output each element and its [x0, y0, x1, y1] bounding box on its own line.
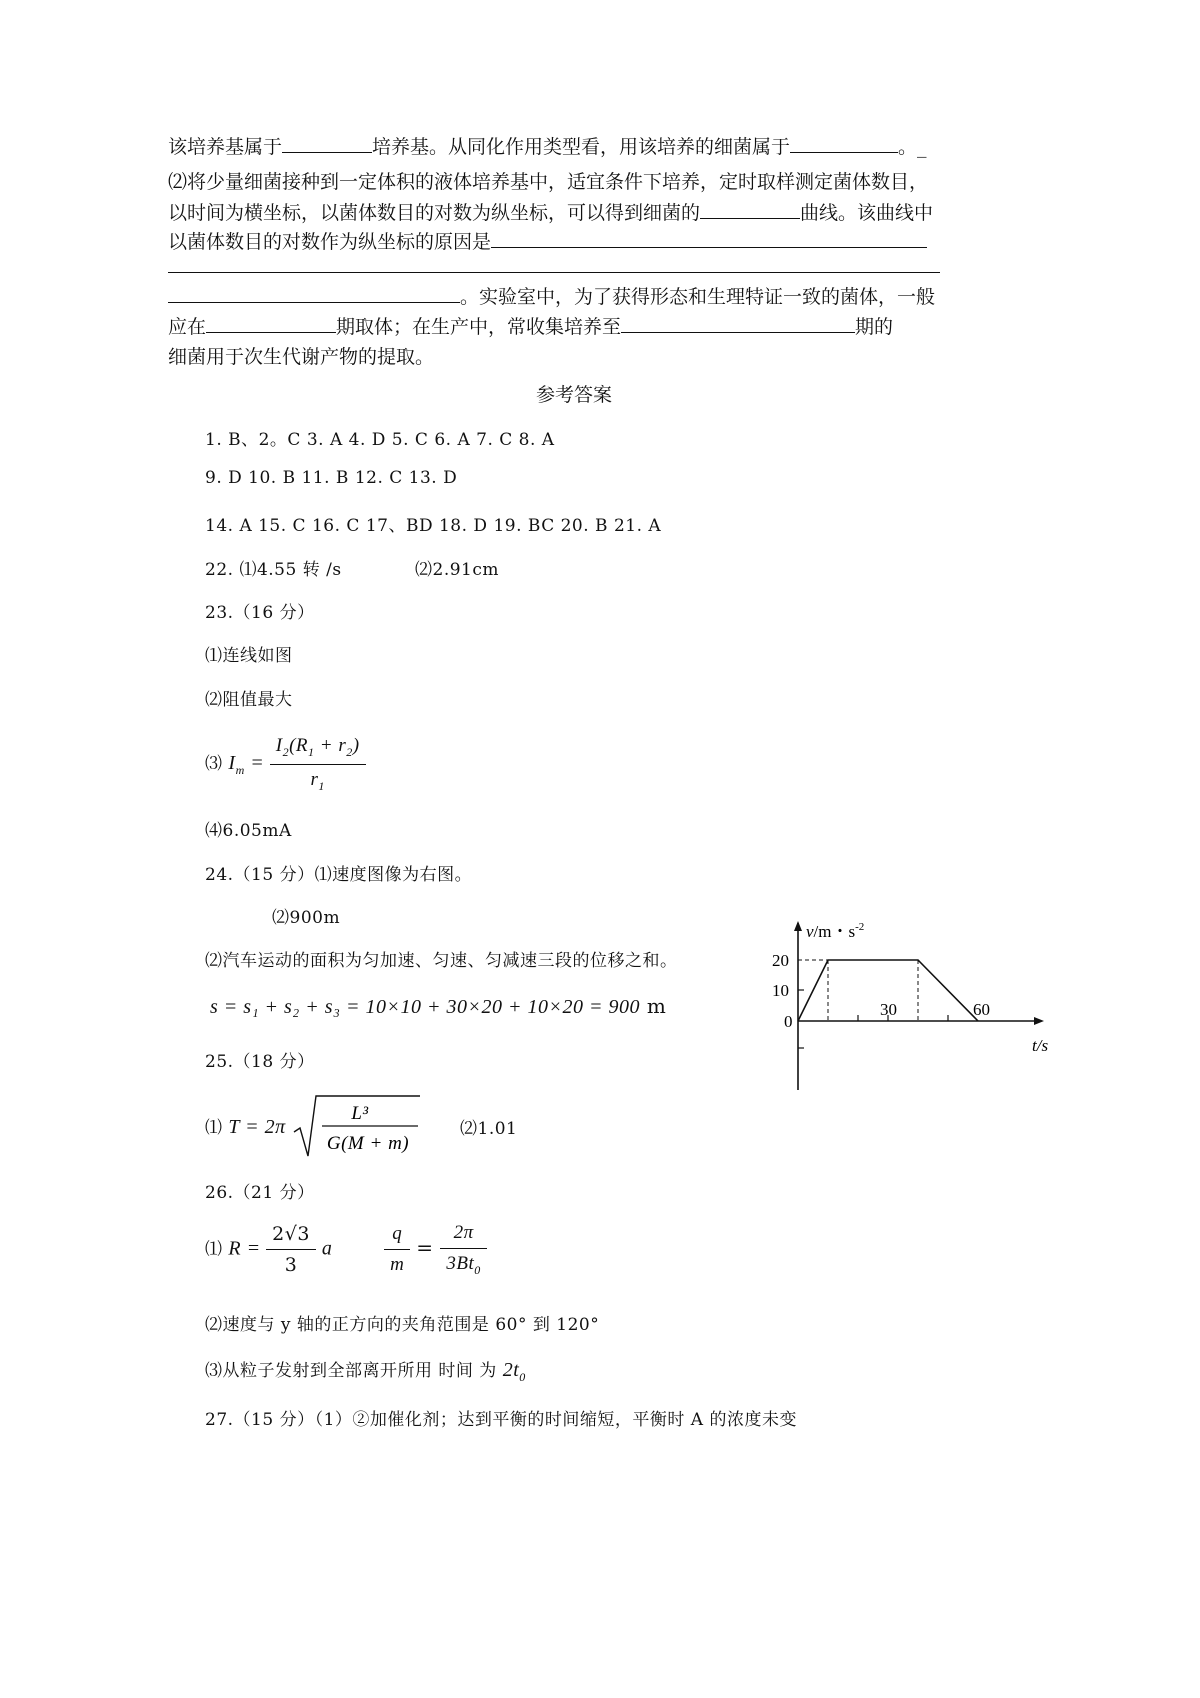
answer-23-part4: ⑷6.05mA — [205, 821, 292, 841]
equals: = — [416, 1235, 441, 1260]
answer-24-equation — [210, 994, 666, 1019]
answer-row-2: 9. D 10. B 11. B 12. C 13. D — [205, 468, 458, 488]
answer-blank — [282, 151, 372, 153]
velocity-time-graph — [760, 915, 1060, 1095]
text: ⑶ — [205, 753, 223, 774]
answer-blank — [206, 331, 336, 333]
y-tick-10: 10 — [772, 981, 789, 1000]
answer-23-heading: 23.（16 分） — [205, 603, 315, 623]
formula-qm-fraction: $\frac{q}{m}$ — [384, 1223, 410, 1276]
answer-23-part3 — [205, 735, 366, 794]
sqrt-sign — [292, 1092, 422, 1160]
answer-blank — [700, 217, 800, 219]
answer-row-3: 14. A 15. C 16. C 17、BD 18. D 19. BC 20. B 21. A — [205, 516, 662, 536]
answer-23-part1: ⑴连线如图 — [205, 646, 293, 666]
x-tick-30: 30 — [880, 1000, 897, 1019]
x-axis-arrow — [1034, 1017, 1044, 1025]
svg-text:G(M + m): G(M + m) — [326, 1133, 409, 1154]
formula-pi-fraction: $\frac{2\pi}{3Bt_0}$ — [440, 1222, 486, 1278]
answer-26-part1 — [205, 1222, 487, 1278]
x-axis-label: t/s — [1032, 1036, 1049, 1055]
y-tick-20: 20 — [772, 951, 789, 970]
formula-r: R = — [228, 1237, 267, 1260]
answer-25-part2: ⑵1.01 — [460, 1119, 518, 1139]
answer-26-part3 — [205, 1356, 526, 1385]
text: 曲线。该曲线中 — [800, 202, 934, 224]
text: 培养基。从同化作用类型看，用该培养的细菌属于 — [372, 136, 791, 158]
text: 该培养基属于 — [168, 136, 283, 158]
answer-26-heading: 26.（21 分） — [205, 1183, 315, 1203]
answer-24-part2a: ⑵900m — [272, 908, 341, 928]
answer-25-heading: 25.（18 分） — [205, 1052, 315, 1072]
question-line-1 — [168, 138, 927, 157]
text: ⑴ — [205, 1118, 223, 1138]
text: 以时间为横坐标，以菌体数目的对数为纵坐标，可以得到细菌的 — [168, 202, 701, 224]
answer-27-heading: 27.（15 分）（1）②加催化剂；达到平衡的时间缩短，平衡时 A 的浓度未变 — [205, 1410, 797, 1430]
equation-text: s = s₁ + s₂ + s₃ = 10×10 + 30×20 + 10×20 = 900 — [210, 996, 640, 1018]
text: 。实验室中，为了获得形态和生理特证一致的菌体，一般 — [460, 286, 936, 308]
text: 期取体；在生产中，常收集培养至 — [336, 316, 622, 338]
answer-22-part1: 22. ⑴4.55 转 /s — [205, 560, 342, 580]
text: 以菌体数目的对数作为纵坐标的原因是 — [168, 231, 492, 253]
answer-26-part2: ⑵速度与 y 轴的正方向的夹角范围是 60° 到 120° — [205, 1315, 600, 1335]
answers-title: 参考答案 — [536, 384, 613, 406]
answer-blank — [168, 301, 460, 303]
question-line-2: ⑵将少量细菌接种到一定体积的液体培养基中，适宜条件下培养，定时取样测定菌体数目， — [168, 171, 929, 193]
answer-23-part2: ⑵阻值最大 — [205, 690, 293, 710]
text: ⑴ — [205, 1239, 223, 1260]
x-tick-60: 60 — [973, 1000, 990, 1019]
formula-a: a — [321, 1237, 333, 1260]
y-axis-label: v/m・$s^{-2}$ — [806, 921, 865, 941]
text: 期的 — [855, 316, 894, 338]
text: 。_ — [898, 136, 927, 158]
answer-blank — [790, 151, 898, 153]
origin-0: 0 — [784, 1012, 793, 1031]
answer-blank — [491, 246, 927, 248]
question-line-3 — [168, 204, 933, 223]
question-line-7 — [168, 318, 893, 337]
answer-blank — [621, 331, 855, 333]
unit: m — [646, 994, 667, 1018]
formula-r-fraction: $\frac{2√3}{3}$ — [266, 1223, 316, 1276]
formula-t: T = 2π — [228, 1116, 286, 1138]
answer-22-part2: ⑵2.91cm — [415, 560, 499, 580]
question-line-6 — [168, 288, 935, 307]
question-line-8: 细菌用于次生代谢产物的提取。 — [168, 346, 435, 368]
text: ⑶从粒子发射到全部离开所用 时间 为 — [205, 1361, 497, 1381]
answer-row-1: 1. B、2。C 3. A 4. D 5. C 6. A 7. C 8. A — [205, 430, 555, 450]
formula-im: $I_m$ = — [228, 751, 270, 777]
answer-24-heading: 24.（15 分）⑴速度图像为右图。 — [205, 865, 473, 885]
formula-2t0: $2t_0$ — [502, 1359, 526, 1384]
question-line-4 — [168, 233, 927, 252]
text: 应在 — [168, 316, 207, 338]
answer-blank-full-line — [168, 272, 940, 273]
answer-24-part2b: ⑵汽车运动的面积为匀加速、匀速、匀减速三段的位移之和。 — [205, 951, 678, 971]
svg-text:L³: L³ — [350, 1103, 369, 1124]
answer-25-part1 — [205, 1092, 422, 1165]
y-axis-arrow — [794, 921, 802, 931]
formula-fraction: $\frac{I_2(R_1 + r_2)}{r_1}$ — [270, 735, 366, 794]
sqrt-formula — [292, 1092, 422, 1165]
